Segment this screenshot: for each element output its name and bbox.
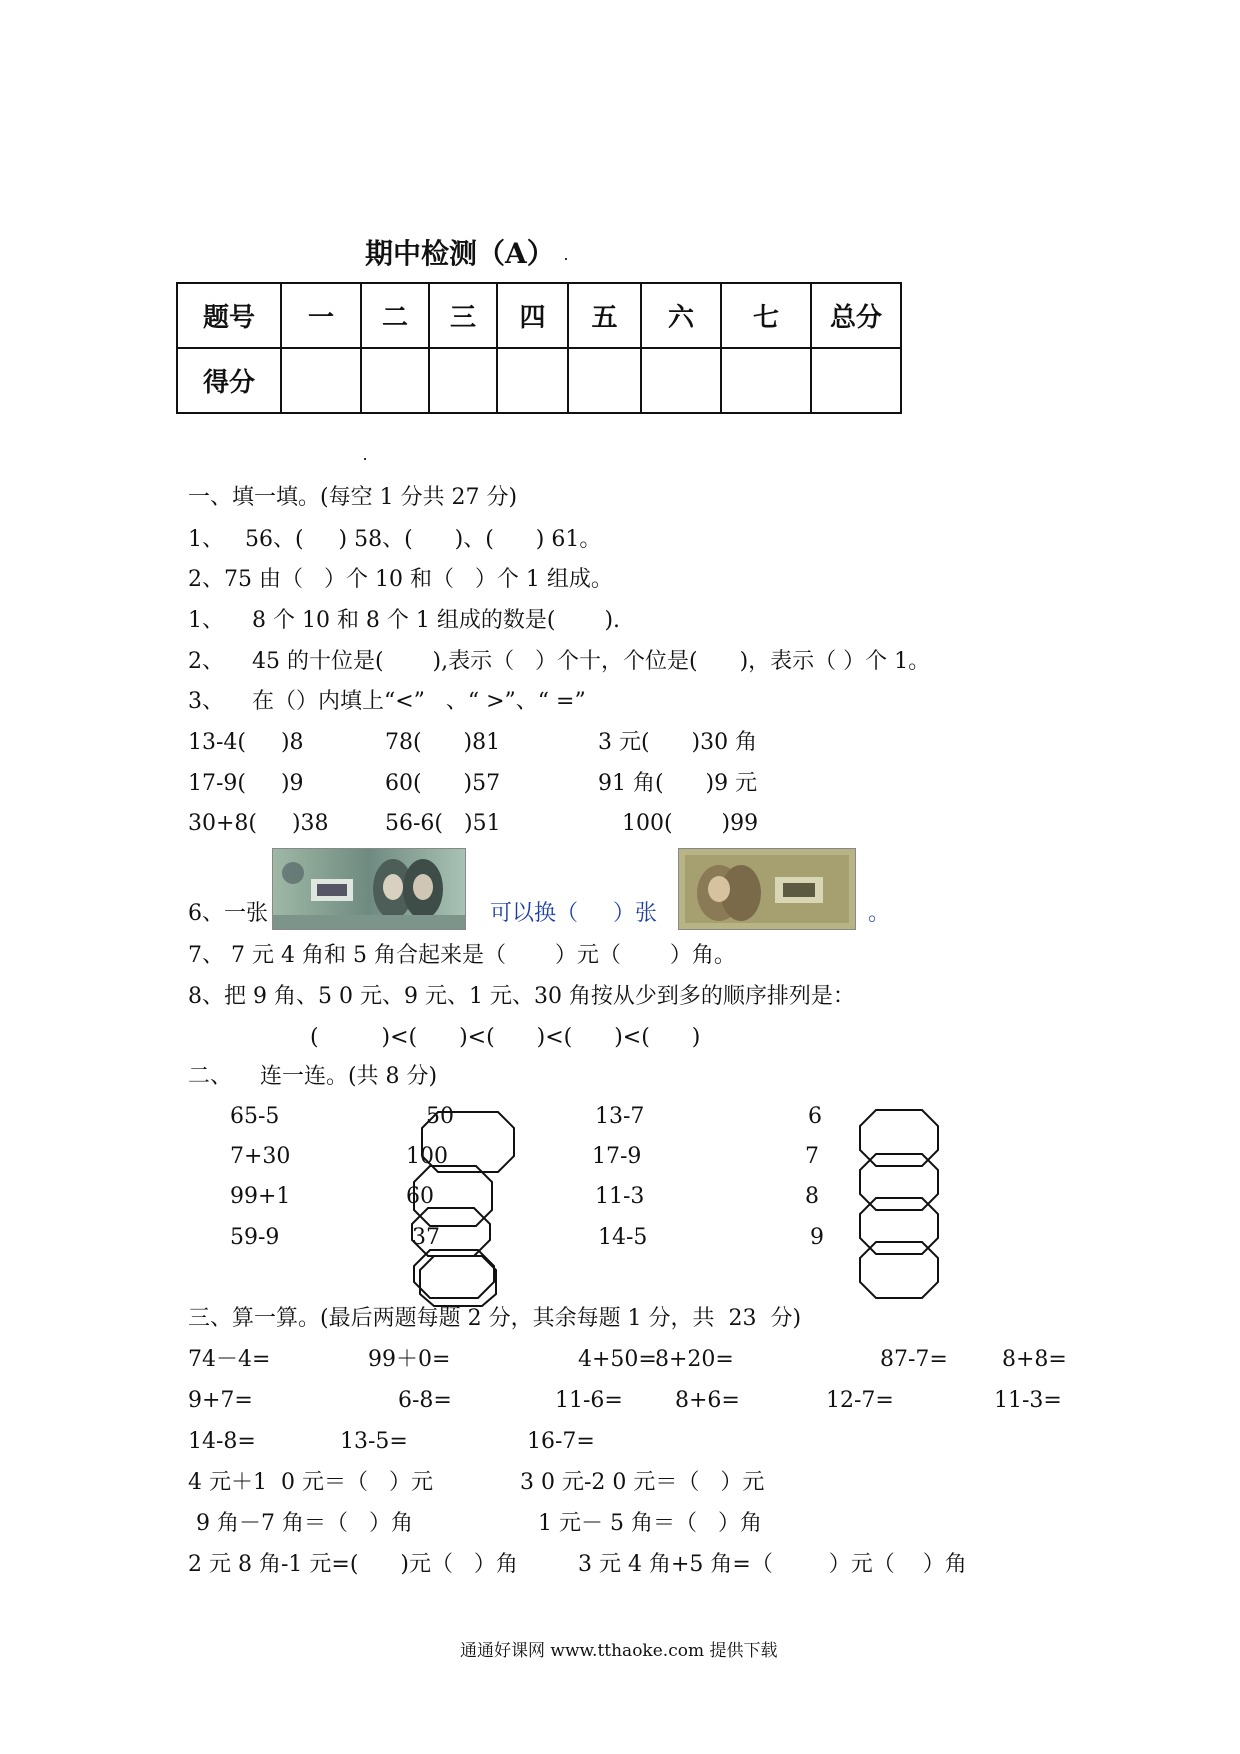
calc-item: 74－4=: [188, 1347, 271, 1372]
score-header-cell: 题号: [177, 283, 281, 348]
right-answer: 8: [805, 1184, 819, 1209]
calc-item: 4+50=: [578, 1347, 657, 1372]
compare-item: 60( )57: [385, 771, 501, 796]
calc-item: 87-7=: [880, 1347, 948, 1372]
money-calc: 2 元 8 角-1 元=( )元（ ）角: [188, 1552, 518, 1577]
score-label-cell: 得分: [177, 348, 281, 413]
question-6-prefix: 6、一张: [188, 901, 268, 926]
left-expression: 65-5: [230, 1104, 280, 1129]
right-expression: 14-5: [598, 1225, 648, 1250]
calc-item: 13-5=: [340, 1429, 408, 1454]
score-table: [176, 282, 902, 414]
score-header-cell: 四: [497, 283, 568, 348]
stray-dot: [364, 458, 366, 460]
score-value-row: [177, 348, 901, 413]
right-expression: 17-9: [592, 1144, 642, 1169]
section-1-heading: 一、填一填。(每空 1 分共 27 分): [188, 485, 518, 510]
score-blank-cell[interactable]: [568, 348, 641, 413]
left-expression: 7+30: [230, 1144, 291, 1169]
calc-item: 8+8=: [1002, 1347, 1067, 1372]
question-5: 3、 在（）内填上“<” 、“ >”、“ =”: [188, 689, 586, 714]
compare-item: 78( )81: [385, 730, 501, 755]
score-blank-cell[interactable]: [811, 348, 901, 413]
right-expression: 11-3: [595, 1184, 645, 1209]
left-expression: 99+1: [230, 1184, 291, 1209]
compare-item: 91 角( )9 元: [598, 771, 758, 796]
page-footer: 通通好课网 www.tthaoke.com 提供下载: [460, 1641, 778, 1661]
page-title: 期中检测（A）: [365, 237, 555, 270]
section-2-heading: 二、 连一连。(共 8 分): [188, 1064, 438, 1089]
calc-item: 11-3=: [994, 1388, 1062, 1413]
score-blank-cell[interactable]: [429, 348, 497, 413]
section-3-heading: 三、算一算。(最后两题每题 2 分，其余每题 1 分，共 23 分): [188, 1306, 802, 1331]
left-answer: 60: [406, 1184, 434, 1209]
question-2: 2、75 由（ ）个 10 和（ ）个 1 组成。: [188, 567, 613, 592]
calc-item: 14-8=: [188, 1429, 256, 1454]
calc-item: 9+7=: [188, 1388, 253, 1413]
score-blank-cell[interactable]: [641, 348, 721, 413]
question-6-end: 。: [868, 901, 891, 926]
score-header-cell: 总分: [811, 283, 901, 348]
score-header-cell: 三: [429, 283, 497, 348]
calc-item: 8+6=: [675, 1388, 740, 1413]
left-expression: 59-9: [230, 1225, 280, 1250]
left-answer: 100: [406, 1144, 448, 1169]
calc-item: 16-7=: [527, 1429, 595, 1454]
question-6-middle: 可以换（ ）张: [490, 901, 657, 926]
question-7: 7、 7 元 4 角和 5 角合起来是（ ）元（ ）角。: [188, 943, 736, 968]
score-blank-cell[interactable]: [281, 348, 361, 413]
left-octagon-shapes: [400, 1110, 520, 1310]
score-header-cell: 一: [281, 283, 361, 348]
calc-item: 12-7=: [826, 1388, 894, 1413]
compare-item: 17-9( )9: [188, 771, 304, 796]
score-header-cell: 七: [721, 283, 811, 348]
question-4: 2、 45 的十位是( ),表示（ ）个十，个位是( )，表示（ ）个 1。: [188, 649, 931, 674]
stray-dot: [565, 258, 567, 260]
left-answer: 37: [412, 1225, 440, 1250]
money-calc: 3 0 元-2 0 元＝（ ）元: [520, 1470, 765, 1495]
score-header-cell: 二: [361, 283, 429, 348]
score-blank-cell[interactable]: [361, 348, 429, 413]
question-8-blanks: ( )<( )<( )<( )<( ): [310, 1025, 701, 1050]
calc-item: 11-6=: [555, 1388, 623, 1413]
money-calc: 3 元 4 角+5 角=（ ）元（ ）角: [578, 1552, 967, 1577]
right-octagon-shapes: [856, 1108, 946, 1308]
right-answer: 6: [808, 1104, 822, 1129]
question-1: 1、 56、( ) 58、( )、( ) 61。: [188, 527, 602, 552]
question-8: 8、把 9 角、5 0 元、9 元、1 元、30 角按从少到多的顺序排列是：: [188, 984, 855, 1009]
right-answer: 9: [810, 1225, 824, 1250]
money-calc: 4 元＋1 0 元＝（ ）元: [188, 1470, 433, 1495]
score-blank-cell[interactable]: [497, 348, 568, 413]
money-calc: 1 元－ 5 角＝（ ）角: [538, 1511, 762, 1536]
compare-item: 3 元( )30 角: [598, 730, 758, 755]
two-jiao-banknote-image: [678, 848, 856, 930]
two-yuan-banknote-image: [272, 848, 466, 930]
score-header-cell: 六: [641, 283, 721, 348]
compare-item: 100( )99: [622, 811, 759, 836]
right-expression: 13-7: [595, 1104, 645, 1129]
left-answer: 50: [426, 1104, 454, 1129]
compare-item: 30+8( )38: [188, 811, 329, 836]
score-header-cell: 五: [568, 283, 641, 348]
calc-item: 6-8=: [398, 1388, 452, 1413]
calc-item: 8+20=: [655, 1347, 734, 1372]
calc-item: 99＋0=: [368, 1347, 451, 1372]
money-calc: 9 角－7 角＝（ ）角: [196, 1511, 413, 1536]
score-header-row: [177, 283, 901, 348]
right-answer: 7: [805, 1144, 819, 1169]
question-3: 1、 8 个 10 和 8 个 1 组成的数是( ).: [188, 608, 621, 633]
compare-item: 56-6( )51: [385, 811, 501, 836]
score-blank-cell[interactable]: [721, 348, 811, 413]
compare-item: 13-4( )8: [188, 730, 304, 755]
